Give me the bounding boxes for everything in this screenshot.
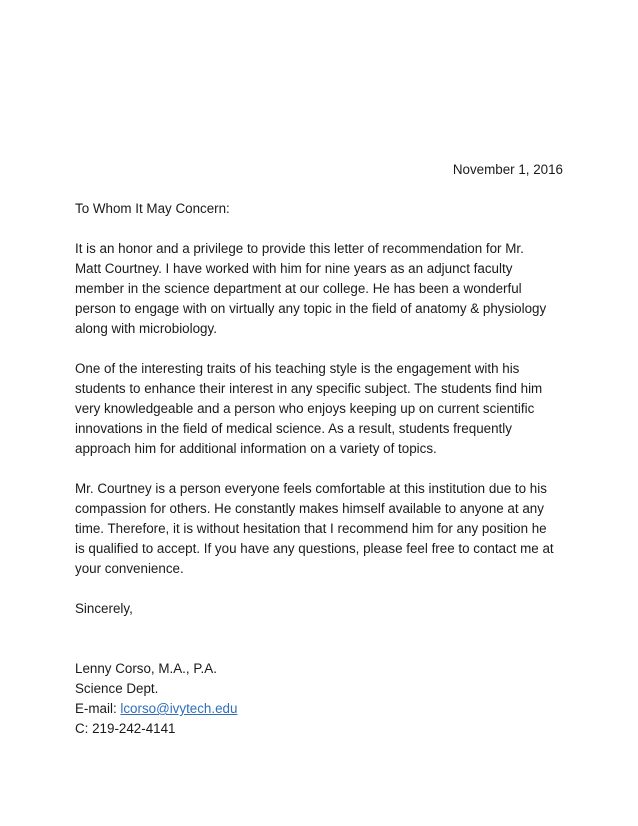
- paragraph-line: One of the interesting traits of his teaching style is the engagement with his: [75, 361, 520, 376]
- letter-date: November 1, 2016: [452, 162, 563, 177]
- paragraph-line: It is an honor and a privilege to provide this letter of recommendation for Mr.: [75, 241, 524, 256]
- paragraph-line: compassion for others. He constantly makes himself available to anyone at any: [75, 501, 544, 516]
- signature-block: [75, 659, 575, 739]
- signature-department: Science Dept.: [75, 681, 159, 696]
- signature-email-line: [75, 699, 575, 719]
- paragraph-line: member in the science department at our college. He has been a wonderful: [75, 281, 522, 296]
- paragraph-line: very knowledgeable and a person who enjoys keeping up on current scientific: [75, 401, 535, 416]
- paragraph-3: [75, 479, 575, 579]
- paragraph-line: person to engage with on virtually any topic in the field of anatomy & physiology: [75, 301, 547, 316]
- paragraph-1: [75, 239, 575, 339]
- signature-phone: C: 219-242-4141: [75, 721, 176, 736]
- paragraph-line: along with microbiology.: [75, 321, 217, 336]
- paragraph-line: Matt Courtney. I have worked with him for nine years as an adjunct faculty: [75, 261, 513, 276]
- email-label: E-mail:: [75, 701, 121, 716]
- paragraph-line: students to enhance their interest in any specific subject. The students find him: [75, 381, 543, 396]
- paragraph-line: is qualified to accept. If you have any questions, please feel free to contact me at: [75, 541, 554, 556]
- paragraph-line: innovations in the field of medical science. As a result, students frequently: [75, 421, 512, 436]
- signature-name: Lenny Corso, M.A., P.A.: [75, 661, 217, 676]
- paragraph-line: approach him for additional information on a variety of topics.: [75, 441, 437, 456]
- paragraph-2: [75, 359, 575, 459]
- letter-body: [75, 160, 575, 739]
- email-link[interactable]: lcorso@ivytech.edu: [120, 701, 238, 716]
- paragraph-line: time. Therefore, it is without hesitation that I recommend him for any position he: [75, 521, 547, 536]
- salutation: To Whom It May Concern:: [75, 201, 230, 216]
- paragraph-line: your convenience.: [75, 561, 184, 576]
- paragraph-line: Mr. Courtney is a person everyone feels comfortable at this institution due to his: [75, 481, 547, 496]
- closing: Sincerely,: [75, 601, 133, 616]
